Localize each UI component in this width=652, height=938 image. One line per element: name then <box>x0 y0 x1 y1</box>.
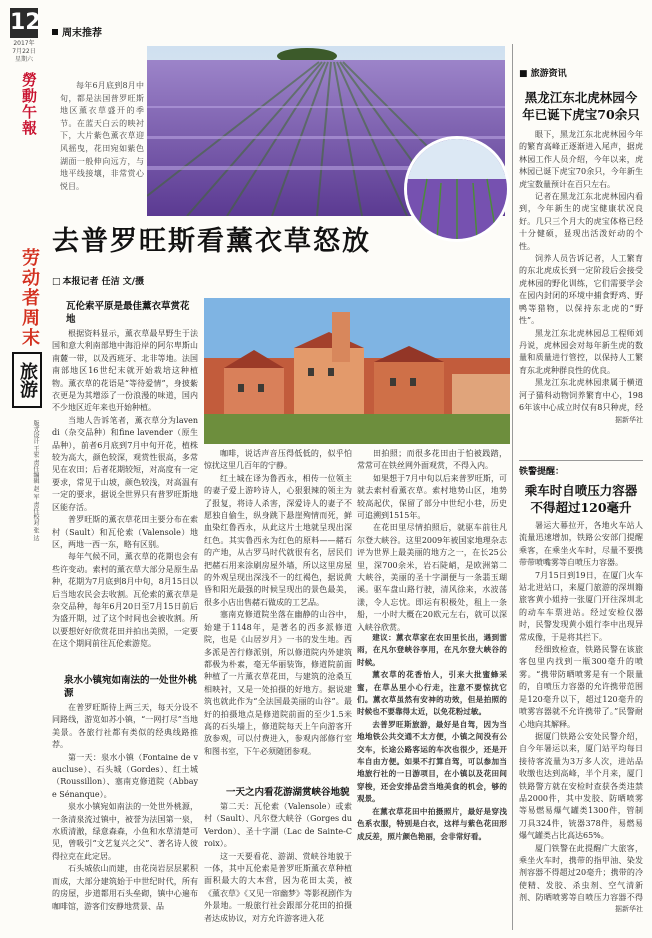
article-body-col1 <box>52 328 198 670</box>
paragraph: 黑龙江东北虎林园隶属于横道河子猫科动物饲养繁育中心，1986年该中心成立时仅有8只种虎，经 <box>519 378 643 412</box>
article-body-col1b <box>52 702 198 936</box>
news2-body <box>519 520 643 904</box>
paragraph: 在普罗旺斯待上两三天，每天分设不同路线，游览如苏小镇，“一网打尽”当地美景。各旅行社都有类似的经典线路推荐。 <box>52 703 198 750</box>
paragraph: 石头城依山而建，由花岗岩层层累积而成，大部分建筑始于中世纪时代，所有的房屋，步道都用石头垒砌，镇中心遍布咖啡馆，游客们安静地赏景、品 <box>52 864 198 911</box>
article-title: 去普罗旺斯看薰衣草怒放 <box>52 226 371 257</box>
travel-tips <box>357 632 507 924</box>
paragraph: 在花田里尽情拍照后，就驱车前往凡尔登大峡谷。这里2009年被国家地理杂志评为世界上最美丽的地方之一，在长25公里，深700余米，岩石陡峭，是欧洲第二大峡谷，美丽的圣十字湖便与一条翡玉瑚溪。驱车盘山路行驶，清风徐来，水波荡漾，令人忘忧。即运有积极处，租上一条船，一小时大概在20欧元左右，就可以深入峡谷欣赏。 <box>357 523 507 632</box>
tip-paragraph: 去普罗旺斯旅游，最好是自驾，因为当地地铁公共交通不太方便，小镇之间没有公交车，长途公路客运的车次也很少，还是开车自由方便。如果不打算自驾，可以参加当地旅行社的一日游项目，在小镇以及花田间穿梭，还会安排品尝当地美食的机会，够的观景。 <box>357 719 507 804</box>
paragraph: 眼下，黑龙江东北虎林园今年的繁育高峰正逐渐进入尾声，据虎林园工作人员介绍，今年以来，虎林园已诞下虎宝70余只，今年新生虎宝数量预计在百只左右。 <box>519 130 643 189</box>
paragraph: 经细致检查，铁路民警在该旅客包里内找到一瓶300毫升的喷雾。“携带防晒喷雾是有一个限量的，自喷压力容器的允许携带范围是120毫升以下，超过120毫升的喷雾容器就不允许携带了。”民警耐心地向其解释。 <box>519 645 643 729</box>
news2-title: 乘车时自喷压力容器不得超过120毫升 <box>524 483 638 515</box>
rubric-travel-info: ■ 旅游资讯 <box>519 69 567 79</box>
paragraph: 咖啡，说话声音压得低低的，似乎怕惊扰这里几百年的宁静。 <box>204 449 352 471</box>
news2-kicker: 铁警提醒： <box>519 467 565 477</box>
paragraph: 记者在黑龙江东北虎林园内看到，今年新生的虎宝健康状况良好。几只三个月大的虎宝体格已经十分健硕，显现出活泼好动的个性。 <box>519 192 643 251</box>
paragraph: 塞南克修道院坐落在幽静的山谷中，始建于1148年，是著名的西多派修道院，也是《山居岁月》一书的发生地。西多派是苦行修派别，所以修道院内外建筑都极为朴素，毫无华丽装饰，修道院前面种植了一片薰衣草花田，与建筑的沧桑互相映衬，又是一处拍摄的好地方。据说建筑也就此作为“全法国最美丽的山谷”。最好的拍摄地点是修道院前面的至少1.5米高的石头墙上，修道院每天上午向游客开放参观，可以付费进入，参观内部修行室和图书室，下午必须随团参观。 <box>204 610 352 756</box>
news2-source: 据新华社 <box>615 905 643 913</box>
section-band-title: 劳动者周末 <box>19 248 40 348</box>
article-intro: 每年6月底到8月中旬，都是法国普罗旺斯地区薰衣草盛开的季节。在蓝天白云的映衬下，大片紫色薰衣草迎风摇曳，花田宛如紫色湖面一般伸向远方，与地平线接壤，非常赏心悦目。 <box>60 81 144 191</box>
date-day: 7月22日 <box>12 48 36 55</box>
paragraph: 第一天：泉水小镇（Fontaine de vaucluse）、石头城（Gordes）、红土城（Roussillon）、塞南克修道院（Abbaye Sénanque）。 <box>52 752 198 799</box>
news1-source: 据新华社 <box>615 416 643 424</box>
section-band-travel: 旅游 <box>12 352 42 408</box>
rubric-label: 旅游资讯 <box>530 69 567 79</box>
paragraph: 田拍照；而很多花田由于怕被践踏，常常可在铁丝网外面观赏，不得入内。 <box>357 449 507 471</box>
page-number: 12 <box>10 8 38 38</box>
section-rubric: 周末推荐 <box>52 28 102 40</box>
article-body-col2 <box>204 448 352 784</box>
roussillon-village-photo <box>204 298 510 444</box>
paragraph: 普罗旺斯的薰衣草花田主要分布在索村（Sault）和瓦伦索（Valensole）地区，两地一西一东，略有区别。 <box>52 515 198 549</box>
editor-credits: 版式设计 王宏 责任编辑 赵 军 责任校对 张 达 <box>32 420 39 542</box>
article-column-2 <box>204 448 352 925</box>
news2-block <box>519 466 643 914</box>
paragraph: 7月15日到19日，在厦门火车站北进站口，来厦门旅游的深圳籍旅客黄小姐持一张厦门开往深圳北的动车车票进站。经过安检仪器时，民警发现黄小姐行李中出现异常成像，于是将其拦下。 <box>519 570 643 642</box>
paragraph: 暑运大幕拉开，各地火车站人流量迅速增加，铁路公安部门提醒乘客，在乘坐火车时，尽量不要携带带喷嘴雾等自喷压力容器。 <box>519 521 643 568</box>
newspaper-logo: 勞動午報 <box>20 72 38 136</box>
paragraph: 饲养人员告诉记者，人工繁育的东北虎成长到一定阶段后会接受虎林园的野化训练，它们需要学会在园内封闭的环境中捕食野鸡、野鸭等猎物，以保持东北虎的“野性”。 <box>519 254 643 326</box>
subhead-valensole: 瓦伦索平原是最佳薰衣草赏花地 <box>66 301 190 325</box>
village-illustration <box>204 298 510 444</box>
reporter-byline: □ 本报记者 任洁 文/摄 <box>52 276 144 288</box>
paragraph: 当地人告诉笔者，薰衣草分为lavendi（杂交品种）和fine lavender（原生品种），前者6月底到7月中旬开花，植株较为高大，颜色较深，观赏性很高，多常见在农田；后者花期较短，对高度有一定要求，常见于山坡，颜色较浅，对高温有一定的要求，据说全世界只有普罗旺斯地区能存活。 <box>52 415 198 512</box>
paragraph: 这一天要看花、游湖、赏峡谷地貌于一体，其中瓦伦索是普罗旺斯薰衣草种植面积最大的大本营，因为花田太美，被《薰衣草》《又见一帘幽梦》等影视剧作为外景地。一般旅行社会跟部分花田的拍摄者达成协议，对方允许游客进入花 <box>204 851 352 923</box>
column-divider <box>512 44 513 930</box>
article-column-1 <box>52 300 198 936</box>
issue-date <box>10 40 38 64</box>
article-body-col2b <box>204 801 352 925</box>
paragraph: 厦门铁警在此提醒广大旅客，乘坐火车时，携带的指甲油、染发剂容器不得超过20毫升；携带的冷使精、发胶、杀虫剂、空气清新剂、防晒喷雾等自喷压力容器不得 <box>519 843 643 903</box>
paragraph: 黑龙江东北虎林园总工程师刘丹说，虎林园会对每年新生虎的数量和质量进行管控，以保持人工繁育东北虎种群良性的优良。 <box>519 328 643 375</box>
article-body-col3 <box>357 448 507 632</box>
lavender-closeup-illustration <box>407 139 507 239</box>
paragraph: 每年气候不同，薰衣草的花期也会有些许变动。索村的薰衣草大部分是原生品种，花期为7月底到8月中旬，8月15日以后当地农民会去收割。瓦伦索的薰衣草是杂交品种，每年6月20日至7月15日前后为盛开期，过了这个时间也会被收割。所以要想好好欣赏花田并拍出美照，一定要在这个期间前往瓦伦索游览。 <box>52 552 198 649</box>
paragraph: 泉水小镇宛如南法的一处世外桃源，一条清泉流过镇中，被誉为法国第一泉，水质清澈，绿意森森，小鱼和水草清楚可见，曾吸引“文艺复兴之父”、著名诗人彼得拉克在此定居。 <box>52 802 198 861</box>
tip-paragraph: 建议：薰衣草家在农田里长出，遇到雷雨，在凡尔登峡谷享用，在凡尔登大峡谷的时候。 <box>357 633 507 667</box>
paragraph: 据厦门铁路公安处民警介绍，自今年暑运以来，厦门站平均每日接待客流量为3万多人次，进站品收缴也达到高峰，半个月来，厦门铁路警方就在安检时查获各类违禁品2000件，其中发胶、防晒喷雾等易燃易爆气罐类1300件，管制刀具324件，铳器378件，易燃易爆气罐类占比高达65%。 <box>519 731 643 841</box>
news-column-right <box>519 68 643 425</box>
news-divider <box>519 460 643 461</box>
tip-paragraph: 薰衣草的花香怡人，引来大批蜜蜂采蜜，在草丛里小心行走，注意不要惊扰它们。薰衣草虽然有安神的功效，但是拍照的时候也不要靠得太近，以免花粉过敏。 <box>357 670 507 717</box>
date-weekday: 星期六 <box>14 56 33 63</box>
paragraph: 如果想于7月中旬以后来普罗旺斯，可就去索村看薰衣草。索村地势山区，地势较高起伏，保留了部分中世纪小巷，历史可追溯到1515年。 <box>357 473 507 521</box>
article-column-3 <box>357 448 507 924</box>
news1-title: 黑龙江东北虎林园今年已诞下虎宝70余只 <box>522 90 640 122</box>
date-year: 2017年 <box>13 40 35 47</box>
subhead-fountain-town: 泉水小镇宛如南法的一处世外桃源 <box>64 675 198 699</box>
tip-paragraph: 在薰衣草花田中拍摄照片，最好是穿浅色系衣服，特别是白衣，这样与紫色花田形成反差，照片颜色艳丽，会非常好看。 <box>357 806 507 841</box>
lavender-closeup-photo <box>404 136 510 242</box>
news1-body <box>519 129 643 415</box>
subhead-lake-canyon: 一天之内看花游湖赏峡谷地貌 <box>226 787 350 798</box>
paragraph: 第二天：瓦伦索（Valensole）或索村（Sault）、凡尔登大峡谷（Gorges du Verdon）、圣十字湖（Lac de Sainte-Croix）。 <box>204 802 352 849</box>
paragraph: 根据资料显示，薰衣草最早野生于法国和意大利南部地中海沿岸的阿尔卑斯山南麓一带，以及西班牙、北非等地。法国南部地区16世纪末就开始栽培这种植物。薰衣草的花语是“等待爱情”，身披紫衣更是为其增添了一份浪漫的味道，国内不少地区近年来也开始种植。 <box>52 329 198 413</box>
paragraph: 红土城在译为鲁西永，相传一位领主的妻子爱上游吟诗人，心狠狠辣的领主为了报复，将诗人杀害，深爱诗人的妻子不愿独自偷生，纵身跳下悬崖殉情而死，鲜血染红鲁西永，从此这片土地就呈现出深红色。其实鲁西永为红色的原料——赭石的产地，从古罗马时代就很有名，居民们把赭石用来涂刷房屋外墙，所以这里房屋的外观呈现出深浅不一的红褐色，据说黄昏和阳光最强的时候呈现出的景色最美，很多小店出售赭石做成的工艺品。 <box>204 473 352 607</box>
